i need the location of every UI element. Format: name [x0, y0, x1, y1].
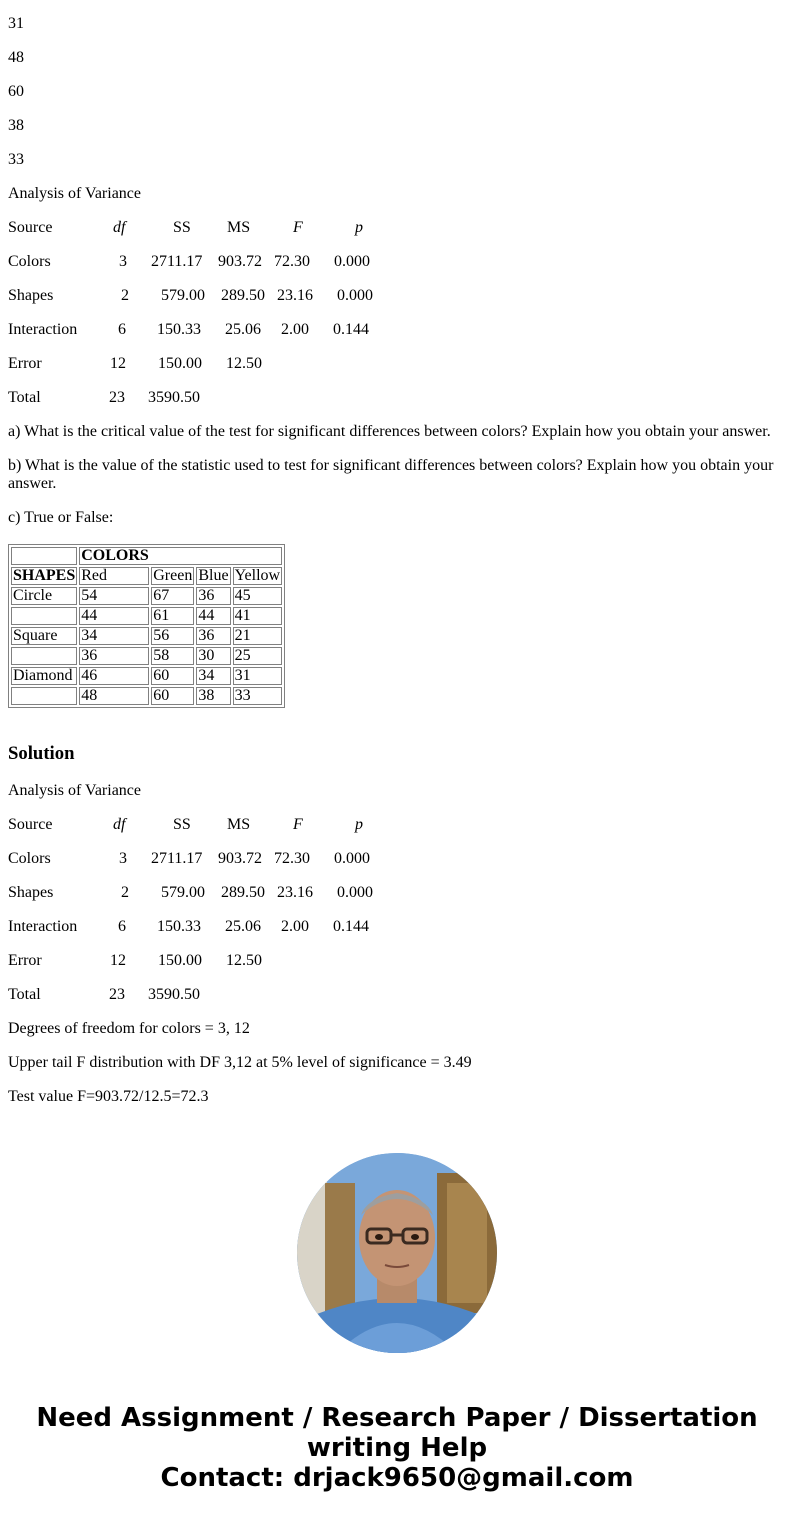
table-cell — [11, 687, 77, 705]
table-cell — [11, 647, 77, 665]
anova-cell: 289.50 — [221, 287, 265, 304]
anova-cell: 150.00 — [158, 355, 202, 372]
anova-cell: 12.50 — [226, 355, 262, 372]
column-header: Green — [153, 567, 193, 584]
anova-header-ms: MS — [227, 219, 251, 236]
table-cell: 36 — [196, 627, 230, 645]
anova-cell: 3590.50 — [148, 389, 200, 406]
table-row — [11, 607, 282, 625]
anova-cell: 23 — [109, 986, 125, 1003]
table-cell: 34 — [196, 667, 230, 685]
table-cell: 30 — [196, 647, 230, 665]
anova-cell: 289.50 — [221, 884, 265, 901]
table-cell — [11, 547, 77, 565]
data-table — [8, 544, 285, 708]
table-cell: 31 — [233, 667, 283, 685]
anova-cell: 72.30 — [274, 253, 310, 270]
anova-cell: 0.144 — [333, 918, 369, 935]
anova-cell: 3 — [119, 850, 127, 867]
anova-cell: 25.06 — [225, 918, 261, 935]
anova-cell: 0.000 — [337, 884, 373, 901]
anova-header-ms: MS — [227, 816, 251, 833]
table-cell: 61 — [151, 607, 194, 625]
table-cell: 41 — [233, 607, 283, 625]
anova-header-source: Source — [8, 816, 53, 833]
table-cell: 33 — [233, 687, 283, 705]
table-cell: 60 — [151, 687, 194, 705]
anova-cell: 72.30 — [274, 850, 310, 867]
table-row — [11, 547, 282, 565]
column-header: Yellow — [234, 567, 281, 584]
anova-header-f: F — [293, 816, 303, 833]
anova-cell: 23.16 — [277, 884, 313, 901]
top-value: 60 — [8, 83, 24, 100]
anova-header-p: p — [355, 219, 363, 236]
top-value: 33 — [8, 151, 24, 168]
table-cell: 48 — [79, 687, 149, 705]
footer-line: writing Help — [306, 1433, 488, 1463]
anova-cell: 25.06 — [225, 321, 261, 338]
anova-cell: 2 — [121, 287, 129, 304]
footer-line: Need Assignment / Research Paper / Dissertation — [36, 1403, 758, 1433]
solution-line: Upper tail F distribution with DF 3,12 at 5% level of significance = 3.49 — [8, 1054, 472, 1071]
question-a: a) What is the critical value of the test for significant differences between colors? Explain how you obtain your answer. — [8, 423, 771, 440]
top-value: 31 — [8, 15, 24, 32]
question-b: b) What is the value of the statistic used to test for significant differences between colors? Explain how you obtain your answer. — [8, 457, 774, 492]
table-cell: 60 — [151, 667, 194, 685]
table-cell: Diamond — [11, 667, 77, 685]
shapes-header: SHAPES — [13, 567, 76, 584]
anova-cell: 6 — [118, 918, 126, 935]
anova-cell: 12 — [110, 952, 126, 969]
anova-title: Analysis of Variance — [8, 185, 141, 202]
anova-cell: Shapes — [8, 884, 54, 901]
table-cell: Circle — [11, 587, 77, 605]
table-cell: 44 — [79, 607, 149, 625]
anova-cell: Shapes — [8, 287, 54, 304]
table-cell: 46 — [79, 667, 149, 685]
anova-cell: Total — [8, 389, 41, 406]
question-c: c) True or False: — [8, 509, 114, 526]
anova-cell: 0.000 — [334, 253, 370, 270]
anova-cell: 12.50 — [226, 952, 262, 969]
table-cell: 58 — [151, 647, 194, 665]
table-cell: 34 — [79, 627, 149, 645]
anova-cell: 0.144 — [333, 321, 369, 338]
solution-anova-title: Analysis of Variance — [8, 782, 141, 799]
column-header: Blue — [198, 567, 229, 584]
table-cell: 56 — [151, 627, 194, 645]
table-cell: 21 — [233, 627, 283, 645]
anova-cell: 3590.50 — [148, 986, 200, 1003]
colors-header: COLORS — [79, 547, 282, 565]
anova-cell: Interaction — [8, 918, 78, 935]
table-row — [11, 627, 282, 645]
anova-header-p: p — [355, 816, 363, 833]
table-cell: 44 — [196, 607, 230, 625]
table-cell — [11, 607, 77, 625]
anova-cell: 903.72 — [218, 850, 262, 867]
anova-cell: 2711.17 — [151, 850, 203, 867]
anova-cell: Interaction — [8, 321, 78, 338]
avatar — [297, 1153, 497, 1353]
anova-cell: 2.00 — [281, 321, 309, 338]
anova-cell: 150.33 — [157, 321, 201, 338]
anova-cell: Colors — [8, 253, 51, 270]
anova-header-df: df — [113, 219, 126, 236]
anova-header-source: Source — [8, 219, 53, 236]
anova-cell: 903.72 — [218, 253, 262, 270]
table-cell: Square — [11, 627, 77, 645]
anova-cell: 150.00 — [158, 952, 202, 969]
anova-cell: 150.33 — [157, 918, 201, 935]
table-row — [11, 647, 282, 665]
table-row — [11, 667, 282, 685]
anova-cell: 0.000 — [334, 850, 370, 867]
anova-cell: 3 — [119, 253, 127, 270]
anova-cell: Colors — [8, 850, 51, 867]
anova-cell: 579.00 — [161, 884, 205, 901]
anova-header-df: df — [113, 816, 126, 833]
anova-header-f: F — [293, 219, 303, 236]
table-cell: 45 — [233, 587, 283, 605]
top-value: 38 — [8, 117, 24, 134]
anova-cell: 2711.17 — [151, 253, 203, 270]
table-cell: 36 — [79, 647, 149, 665]
anova-cell: 23.16 — [277, 287, 313, 304]
anova-cell: Error — [8, 355, 42, 372]
person-photo-icon — [297, 1153, 497, 1353]
anova-cell: 0.000 — [337, 287, 373, 304]
table-row — [11, 687, 282, 705]
anova-header-ss: SS — [173, 816, 191, 833]
top-value: 48 — [8, 49, 24, 66]
anova-cell: 6 — [118, 321, 126, 338]
table-cell: 36 — [196, 587, 230, 605]
table-cell: 38 — [196, 687, 230, 705]
table-cell: 54 — [79, 587, 149, 605]
anova-cell: 579.00 — [161, 287, 205, 304]
anova-cell: 23 — [109, 389, 125, 406]
table-row — [11, 567, 282, 585]
table-row — [11, 587, 282, 605]
footer-contact: Contact: drjack9650@gmail.com — [160, 1463, 634, 1493]
footer-banner — [0, 1403, 794, 1493]
column-header: Red — [79, 567, 149, 585]
table-cell: 67 — [151, 587, 194, 605]
anova-header-ss: SS — [173, 219, 191, 236]
solution-heading: Solution — [8, 743, 75, 764]
solution-line: Test value F=903.72/12.5=72.3 — [8, 1088, 209, 1105]
table-cell: 25 — [233, 647, 283, 665]
solution-line: Degrees of freedom for colors = 3, 12 — [8, 1020, 250, 1037]
anova-cell: Total — [8, 986, 41, 1003]
anova-cell: 2 — [121, 884, 129, 901]
anova-cell: Error — [8, 952, 42, 969]
anova-cell: 2.00 — [281, 918, 309, 935]
anova-cell: 12 — [110, 355, 126, 372]
